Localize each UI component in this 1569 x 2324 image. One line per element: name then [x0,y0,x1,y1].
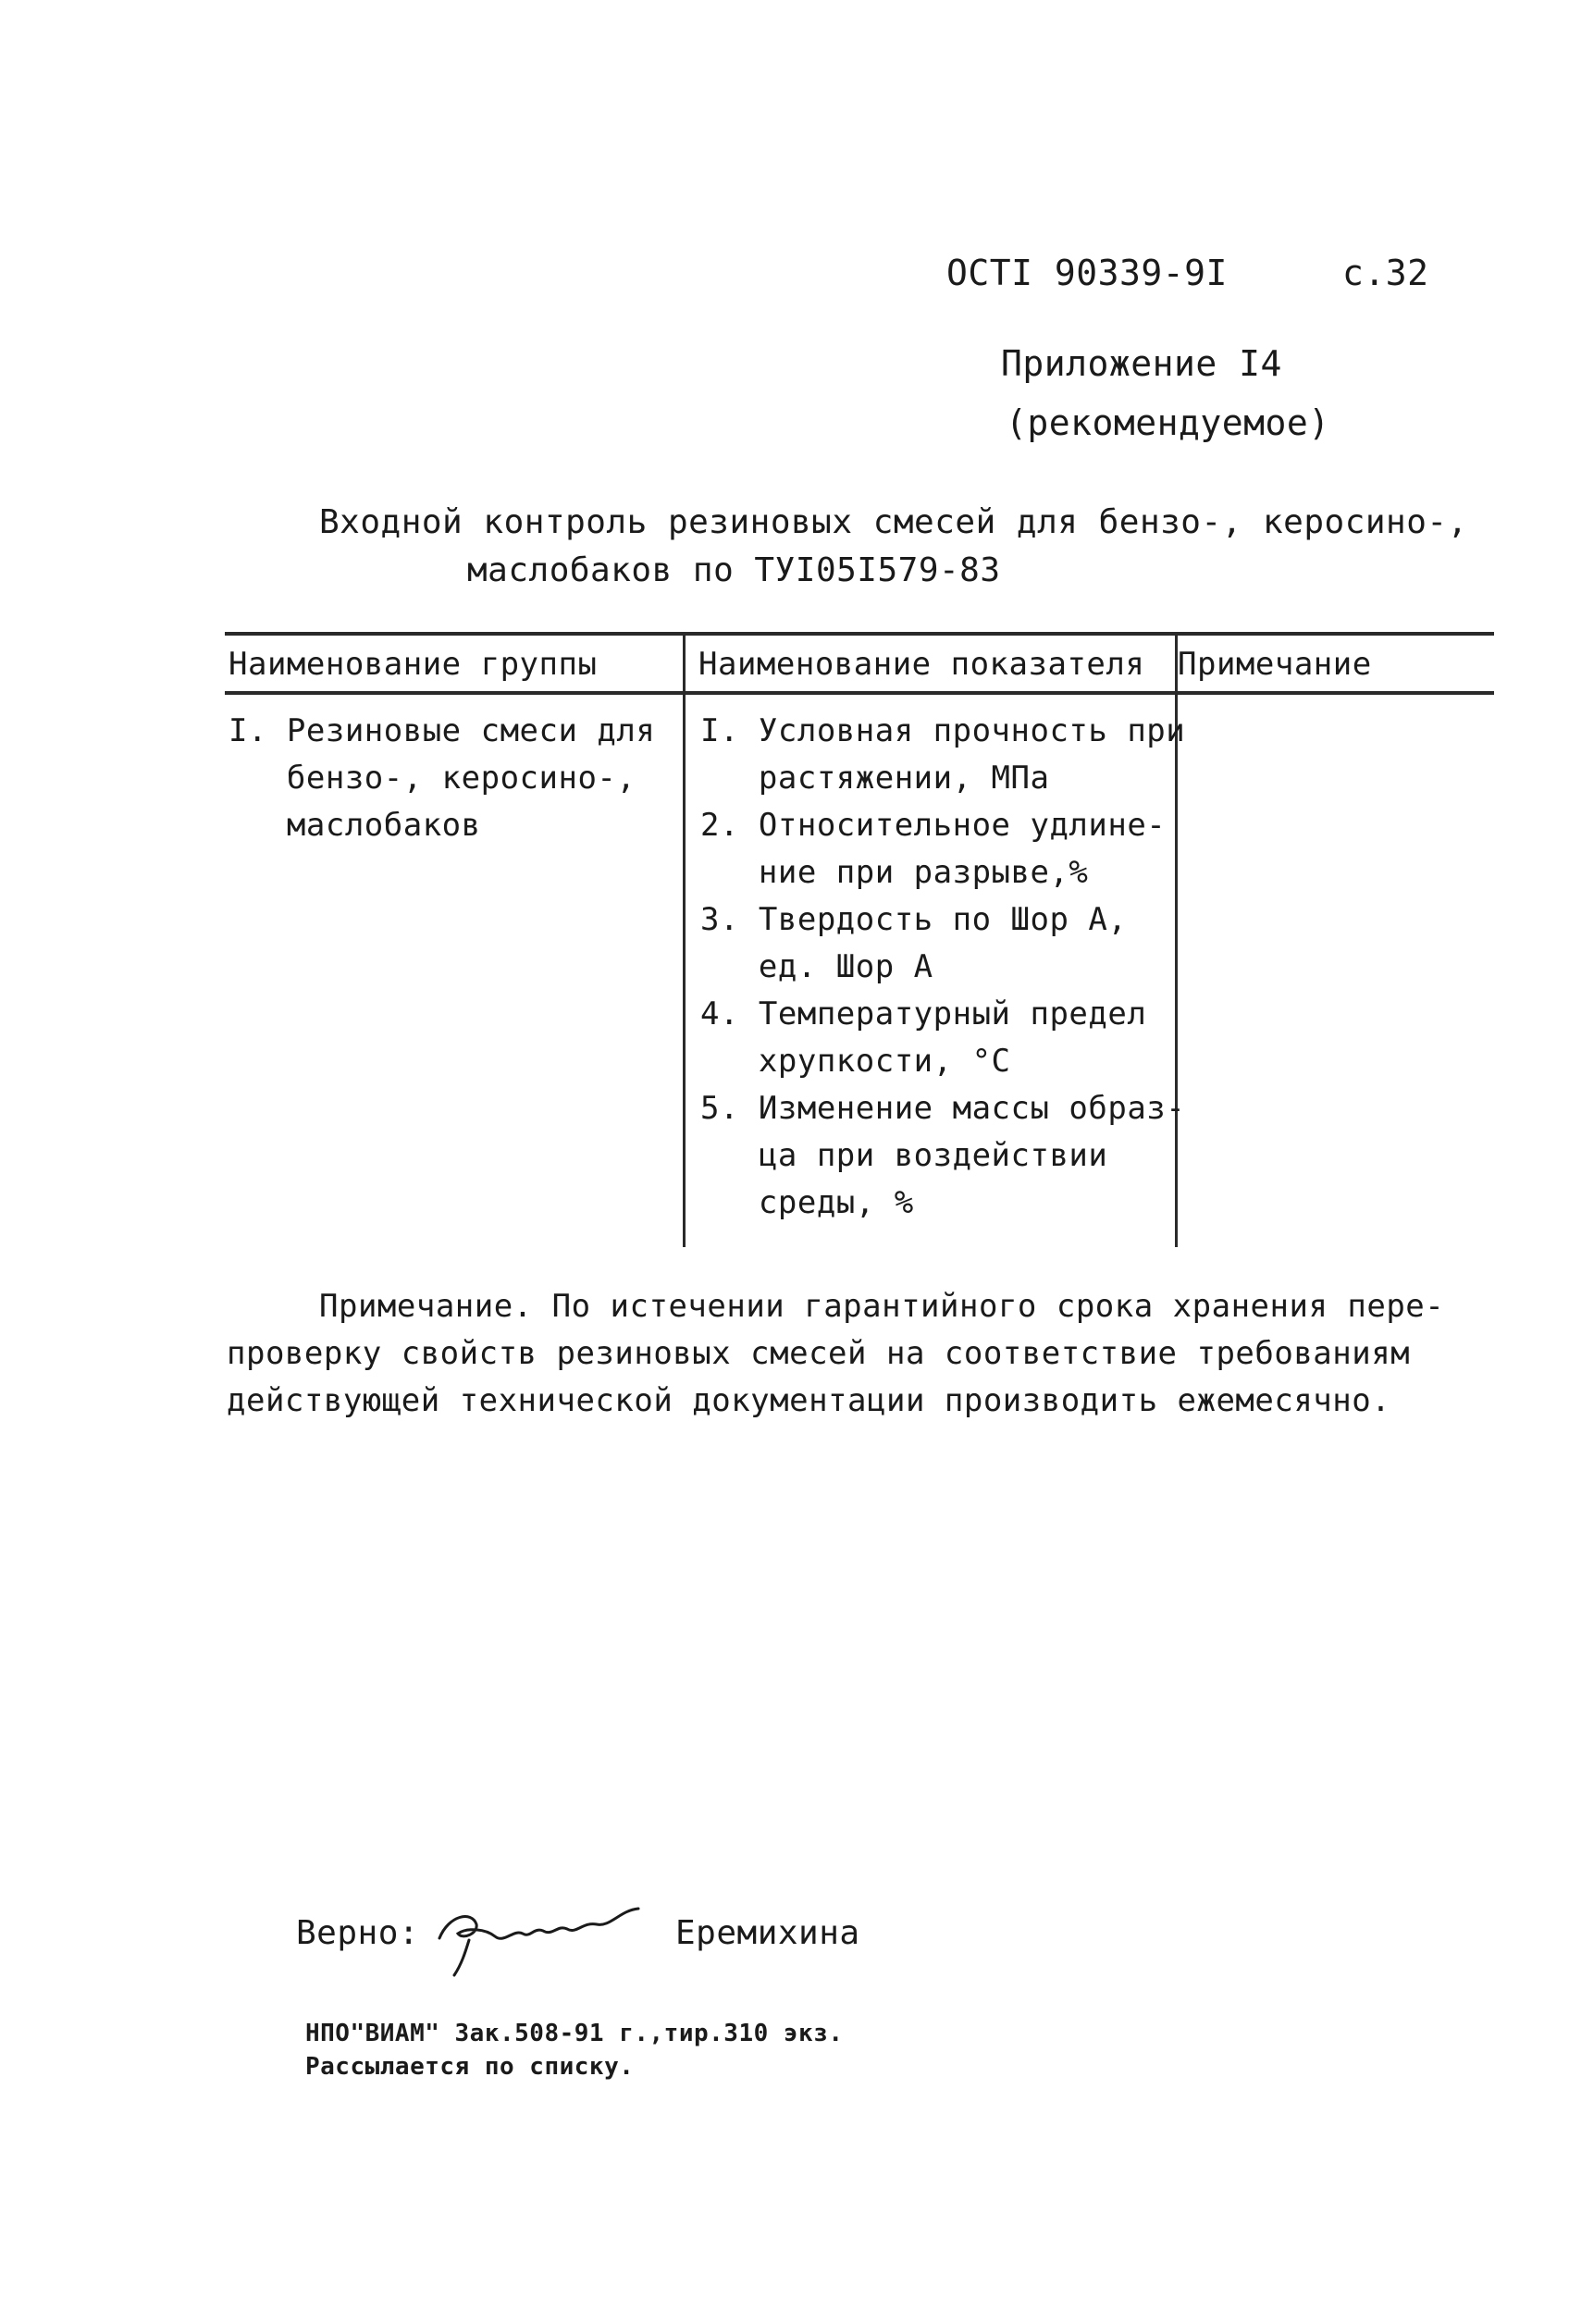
parameter-line: I. Условная прочность при [700,712,1186,749]
group-line: I. Резиновые смеси для [229,712,656,749]
document-code: ОСТI 90339-9I [946,253,1228,293]
signature-label: Верно: [296,1914,420,1952]
print-info-line-1: НПО"ВИАМ" Зак.508-91 г.,тир.310 экз. [305,2020,844,2047]
group-line: маслобаков [229,807,481,844]
document-title-line-2: маслобаков по ТУI05I579-83 [467,551,1001,589]
handwritten-signature [421,1883,661,1984]
footnote-line-1: Примечание. По истечении гарантийного срока хранения пере- [319,1288,1445,1325]
parameter-line: 2. Относительное удлине- [700,807,1167,844]
parameter-line: хрупкости, °С [700,1043,1011,1080]
parameter-line: среды, % [700,1184,914,1221]
footnote-line-2: проверку свойств резиновых смесей на соответствие требованиям [227,1335,1411,1372]
parameter-line: ца при воздействии [700,1137,1108,1174]
parameter-line: ед. Шор А [700,948,933,985]
signatory-name: Еремихина [675,1914,860,1952]
column-header-group: Наименование группы [229,646,598,683]
parameter-line: 4. Температурный предел [700,995,1147,1032]
appendix-status: (рекомендуемое) [1006,402,1330,443]
table-column-divider-1 [683,632,686,1247]
footnote-line-3: действующей технической документации производить ежемесячно. [227,1382,1391,1419]
document-title-line-1: Входной контроль резиновых смесей для бензо-, керосино-, [319,503,1468,541]
parameter-line: растяжении, МПа [700,760,1050,797]
column-header-parameter: Наименование показателя [698,646,1145,683]
page-number: с.32 [1342,253,1429,293]
group-line: бензо-, керосино-, [229,760,636,797]
print-info-line-2: Рассылается по списку. [305,2053,635,2081]
parameter-line: 3. Твердость по Шор А, [700,901,1128,938]
parameter-line: 5. Изменение массы образ- [700,1090,1186,1127]
table-top-rule [225,632,1494,636]
appendix-title: Приложение I4 [1001,343,1282,384]
column-header-note: Примечание [1178,646,1372,683]
parameter-line: ние при разрыве,% [700,854,1089,891]
table-header-rule [225,691,1494,695]
